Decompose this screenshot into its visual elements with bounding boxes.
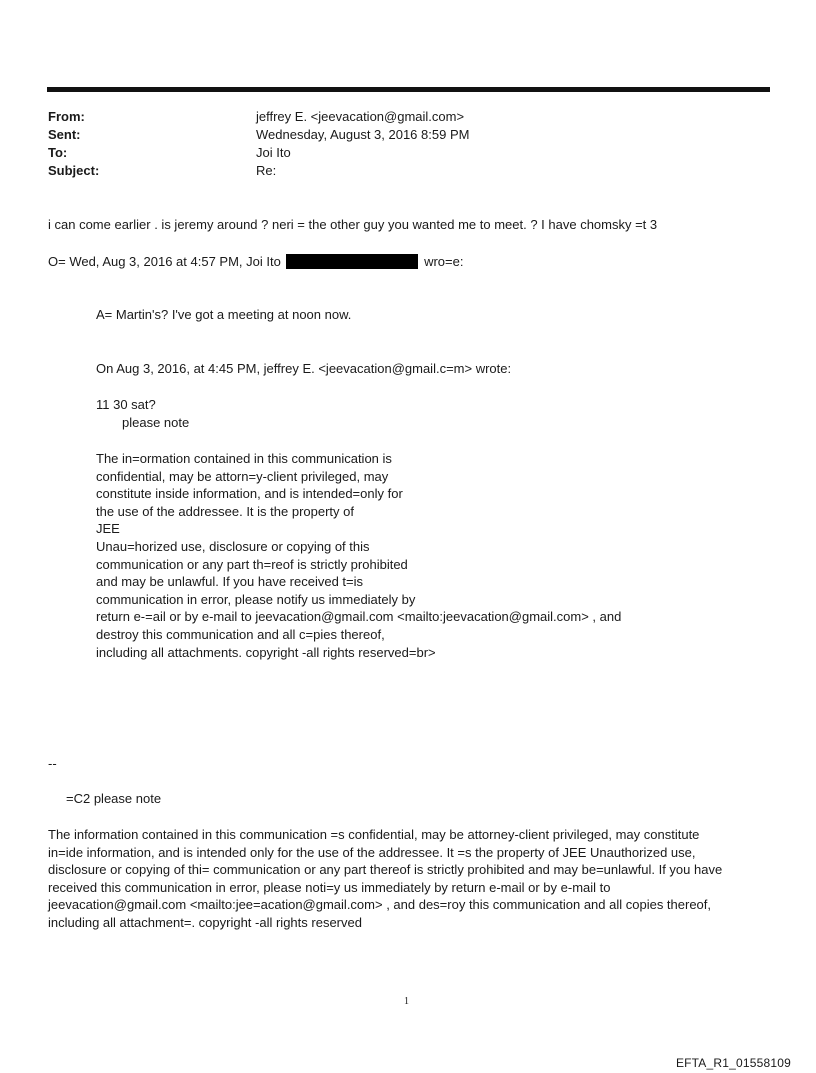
to-label: To: <box>48 145 68 160</box>
disclaimer-line: including all attachments. copyright -all rights reserved=br> <box>96 644 436 660</box>
disclaimer-line: The in=ormation contained in this communication is <box>96 451 392 466</box>
quote-intro <box>48 253 463 270</box>
please-note: please note <box>122 415 190 430</box>
disclaimer-line: communication or any part th=reof is strictly prohibited <box>96 556 408 572</box>
disclaimer-line: and may be unlawful. If you have received t=is <box>96 574 364 590</box>
footer-line: jeevacation@gmail.com <mailto:jee=acation@gmail.com> , and des=roy this communication and all copies thereof, <box>48 897 712 913</box>
disclaimer-line: return e-=ail or by e-mail to jeevacation@gmail.com <mailto:jeevacation@gmail.com> , and <box>96 609 622 625</box>
page-number: 1 <box>404 996 409 1007</box>
footer-line: received this communication in error, please noti=y us immediately by return e-mail or by e-mail to <box>48 879 611 895</box>
jeffrey-intro: On Aug 3, 2016, at 4:45 PM, jeffrey E. <jeevacation@gmail.c=m> wrote: <box>96 361 512 376</box>
footer-disclaimer <box>48 826 722 932</box>
quote-intro-after: wro=e: <box>424 254 464 269</box>
footer-line: in=ide information, and is intended only for the use of the addressee. It =s the property of JEE Unauthorized use, <box>48 844 696 860</box>
joi-message: A= Martin's? I've got a meeting at noon now. <box>96 307 352 322</box>
disclaimer-line: constitute inside information, and is intended=only for <box>96 486 403 502</box>
subject-value: Re: <box>256 163 277 178</box>
sent-label: Sent: <box>48 127 81 142</box>
footer-line: disclosure or copying of thi= communication or any part thereof is strictly prohibited and may be=unlawful. If you have <box>48 862 723 878</box>
bates-number: EFTA_R1_01558109 <box>675 1056 791 1070</box>
signature-dash: -- <box>48 756 57 771</box>
footer-line: including all attachment=. copyright -all rights reserved <box>48 914 362 930</box>
from-label: From: <box>48 109 85 124</box>
redaction-box <box>286 254 418 269</box>
sent-value: Wednesday, August 3, 2016 8:59 PM <box>256 127 470 142</box>
disclaimer-line: confidential, may be attorn=y-client privileged, may <box>96 468 389 484</box>
disclaimer-line: destroy this communication and all c=pies thereof, <box>96 626 385 642</box>
header-rule <box>47 87 770 92</box>
footer-line: The information contained in this communication =s confidential, may be attorney-client privileged, may constitute <box>48 827 700 842</box>
disclaimer-line: Unau=horized use, disclosure or copying of this <box>96 538 370 554</box>
disclaimer-line: communication in error, please notify us immediately by <box>96 591 416 607</box>
disclaimer-quoted <box>96 450 621 661</box>
disclaimer-line: JEE <box>96 521 120 537</box>
disclaimer-line: the use of the addressee. It is the property of <box>96 503 354 519</box>
to-value: Joi Ito <box>256 145 291 160</box>
subject-label: Subject: <box>48 163 100 178</box>
signature-note: =C2 please note <box>66 791 162 806</box>
quote-intro-before: O= Wed, Aug 3, 2016 at 4:57 PM, Joi Ito <box>48 254 281 269</box>
reply-text: i can come earlier . is jeremy around ? neri = the other guy you wanted me to meet. ? I have chomsky =t 3 <box>48 217 658 232</box>
from-value: jeffrey E. <jeevacation@gmail.com> <box>256 109 465 124</box>
time-line: 11 30 sat? <box>96 397 156 412</box>
